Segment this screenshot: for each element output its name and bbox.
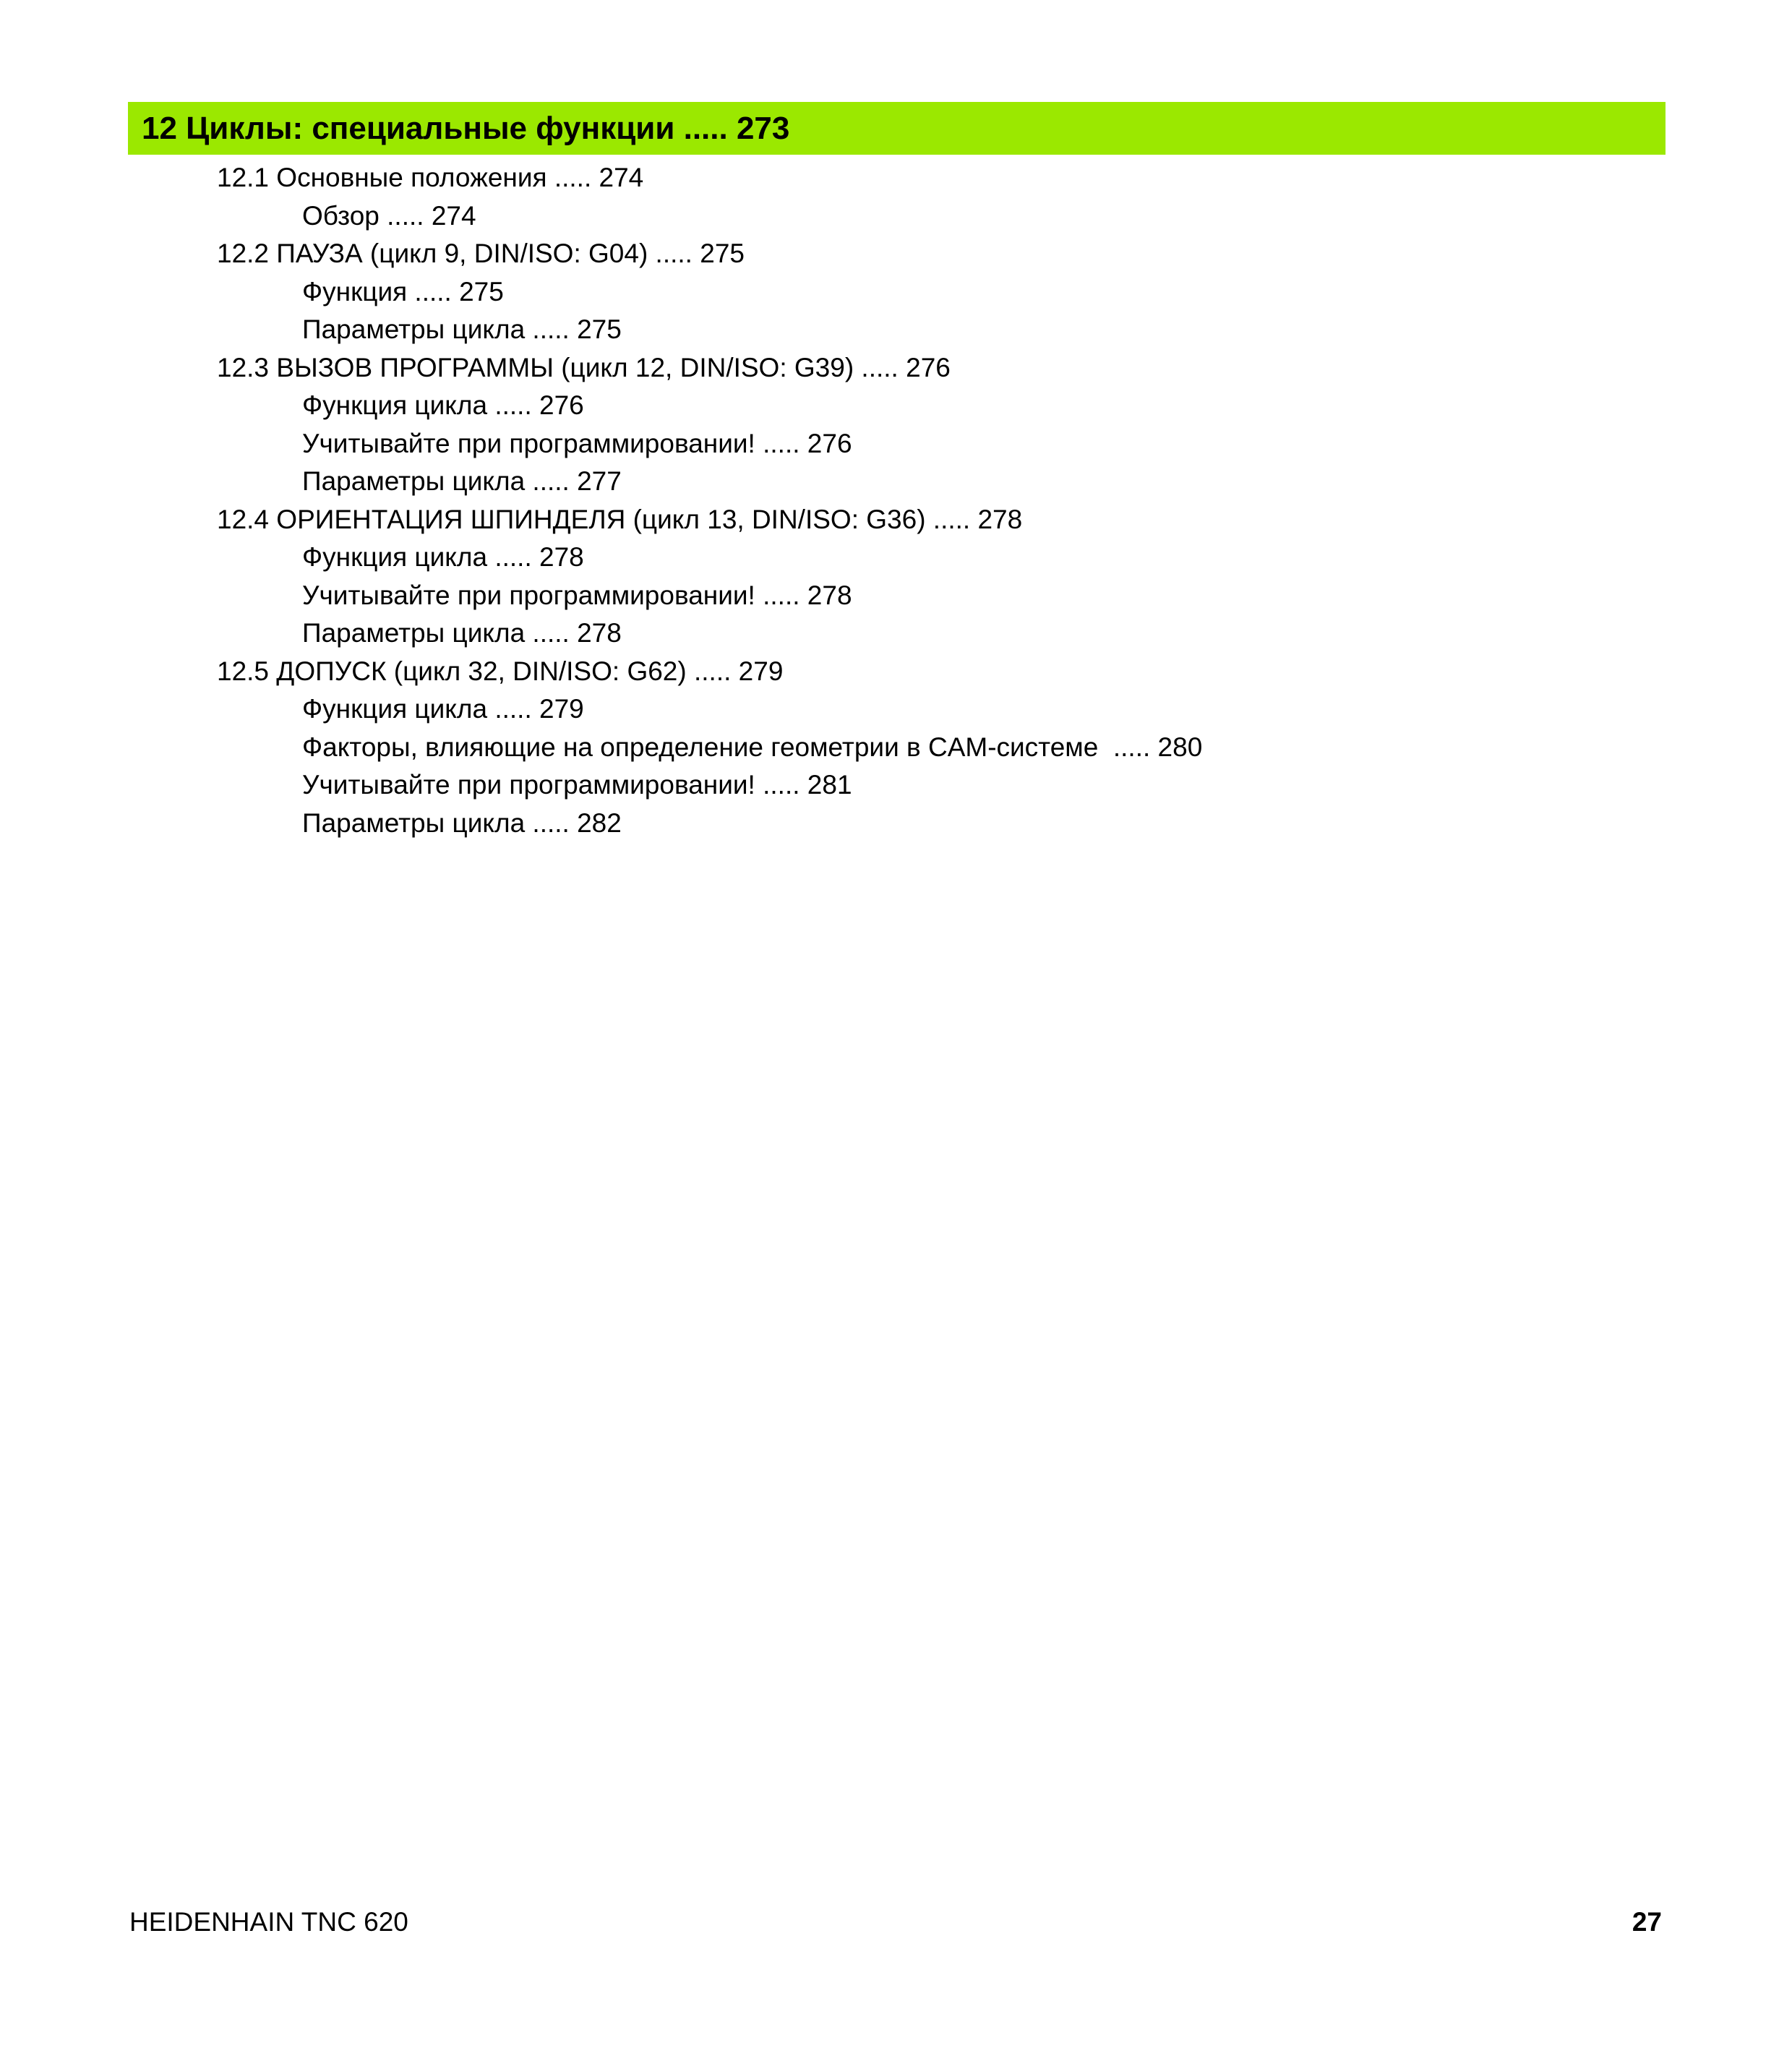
footer-page-number: 27 xyxy=(1632,1907,1662,1937)
toc-section-12-2[interactable]: 12.2 ПАУЗА (цикл 9, DIN/ISO: G04) ..... 275 xyxy=(217,239,745,268)
toc-section-12-3[interactable]: 12.3 ВЫЗОВ ПРОГРАММЫ (цикл 12, DIN/ISO: G39) ..... 276 xyxy=(217,352,951,382)
toc-subsection[interactable]: Параметры цикла ..... 282 xyxy=(302,807,622,838)
toc-subsection[interactable]: Функция цикла ..... 279 xyxy=(302,694,584,724)
toc-subsection[interactable]: Параметры цикла ..... 275 xyxy=(302,314,622,344)
toc-subsection[interactable]: Параметры цикла ..... 277 xyxy=(302,466,622,496)
toc-subsection[interactable]: Факторы, влияющие на определение геометрии в CAM-системе ..... 280 xyxy=(302,732,1203,762)
toc-subsection[interactable]: Функция цикла ..... 278 xyxy=(302,542,584,572)
toc-subsection[interactable]: Функция цикла ..... 276 xyxy=(302,390,584,420)
chapter-title[interactable]: 12 Циклы: специальные функции ..... 273 xyxy=(142,110,790,146)
chapter-heading-bar xyxy=(128,102,1665,155)
toc-subsection[interactable]: Учитывайте при программировании! ..... 278 xyxy=(302,580,852,610)
toc-section-12-4[interactable]: 12.4 ОРИЕНТАЦИЯ ШПИНДЕЛЯ (цикл 13, DIN/ISO: G36) ..... 278 xyxy=(217,504,1023,534)
footer-product-name: HEIDENHAIN TNC 620 xyxy=(129,1907,408,1937)
toc-subsection[interactable]: Учитывайте при программировании! ..... 276 xyxy=(302,428,852,458)
toc-section-12-5[interactable]: 12.5 ДОПУСК (цикл 32, DIN/ISO: G62) ..... 279 xyxy=(217,656,784,686)
toc-subsection[interactable]: Учитывайте при программировании! ..... 281 xyxy=(302,770,852,800)
toc-subsection[interactable]: Функция ..... 275 xyxy=(302,276,504,307)
toc-section-12-1[interactable]: 12.1 Основные положения ..... 274 xyxy=(217,163,644,192)
table-of-contents xyxy=(0,159,1202,842)
toc-subsection[interactable]: Параметры цикла ..... 278 xyxy=(302,618,622,648)
toc-subsection[interactable]: Обзор ..... 274 xyxy=(302,200,476,231)
